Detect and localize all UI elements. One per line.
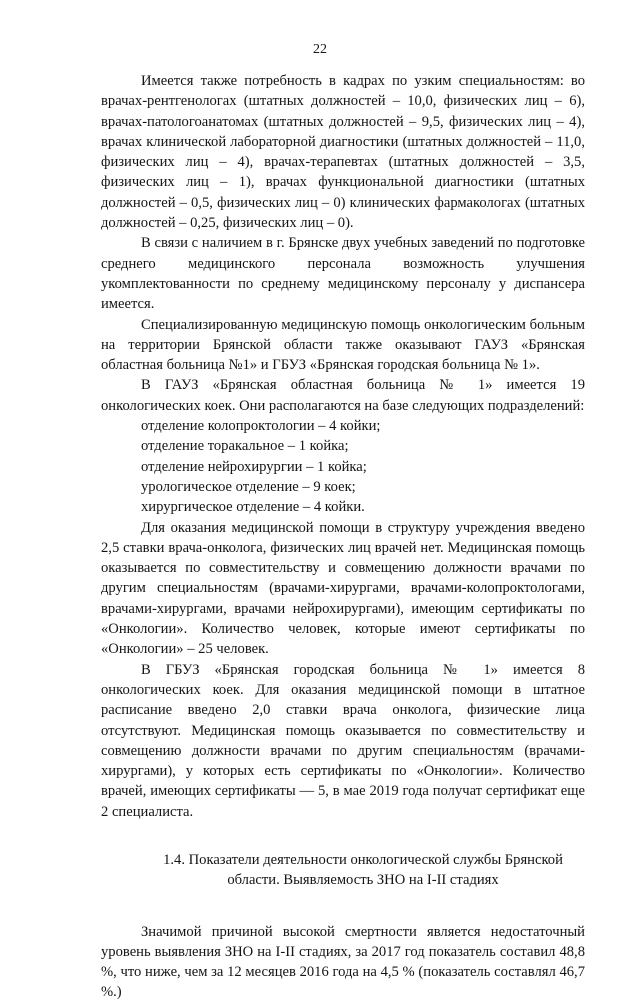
document-body [101, 71, 585, 1003]
paragraph-specialized-care: Специализированную медицинскую помощь онкологическим больным на территории Брянской области также оказывают ГАУЗ «Брянская областная больница №1» и ГБУЗ «Брянская городская больница № 1». [101, 316, 585, 374]
section-heading-line-2: области. Выявляемость ЗНО на I-II стадиях [227, 872, 499, 889]
list-item: отделение нейрохирургии – 1 койка; [141, 458, 367, 475]
page-number: 22 [313, 42, 327, 57]
paragraph-city-hospital: В ГБУЗ «Брянская городская больница № 1» имеется 8 онкологических коек. Для оказания медицинской помощи в штатное расписание введено 2,0 ставки врача онколога, физические лица отсутствуют. Медицинская помощь оказывается по совместительству и совмещению должности врачами по другим специальностям (врачами-хирургами), у которых есть сертификаты по «Онкологии». Количество врачей, имеющих сертификаты — 5, в мае 2019 года получат сертификат еще 2 специалиста. [101, 661, 585, 820]
paragraph-nursing-staff: В связи с наличием в г. Брянске двух учебных заведений по подготовке среднего медицинского персонала возможность улучшения укомплектованности по среднему медицинскому персоналу у диспансера имеется. [101, 235, 585, 313]
paragraph-oncologist-rates: Для оказания медицинской помощи в структуру учреждения введено 2,5 ставки врача-онколога, физических лиц врачей нет. Медицинская помощь оказывается по совместительству и совмещению должности врачами по другим специальностям (врачами-хирургами, врачами-колопроктологами, врачами-хирургами, врачами нейрохирургами), имеющим сертификаты по «Онкологии». Количество человек, которые имеют сертификаты по «Онкологии» – 25 человек. [101, 519, 585, 658]
section-heading-line-1: 1.4. Показатели деятельности онкологической службы Брянской [163, 851, 563, 868]
list-item: отделение колопроктологии – 4 койки; [141, 418, 381, 435]
paragraph-staff-needs: Имеется также потребность в кадрах по узким специальностям: во врачах-рентгенологах (штатных должностей – 10,0, физических лиц – 6), врачах-патологоанатомах (штатных должностей – 9,5, физических лиц – 4), врачах клинической лабораторной диагностики (штатных должностей – 11,0, физических лиц – 4), врачах-терапевтах (штатных должностей – 3,5, физических лиц – 1), врачах функциональной диагностики (штатных должностей – 0,5, физических лиц – 0) клинических фармакологах (штатных должностей – 0,25, физических лиц – 0). [101, 73, 585, 232]
paragraph-detection-rate: Значимой причиной высокой смертности является недостаточный уровень выявления ЗНО на I-II стадиях, за 2017 год показатель составил 48,8 %, что ниже, чем за 12 месяцев 2016 года на 4,5 % (показатель составлял 46,7 %.) [101, 923, 585, 1001]
list-item: урологическое отделение – 9 коек; [141, 478, 356, 495]
list-item: хирургическое отделение – 4 койки. [141, 499, 365, 516]
list-item: отделение торакальное – 1 койка; [141, 438, 349, 455]
department-list [101, 416, 585, 517]
section-heading [101, 850, 585, 891]
paragraph-regional-hospital: В ГАУЗ «Брянская областная больница № 1» имеется 19 онкологических коек. Они располагаются на базе следующих подразделений: [101, 377, 585, 414]
